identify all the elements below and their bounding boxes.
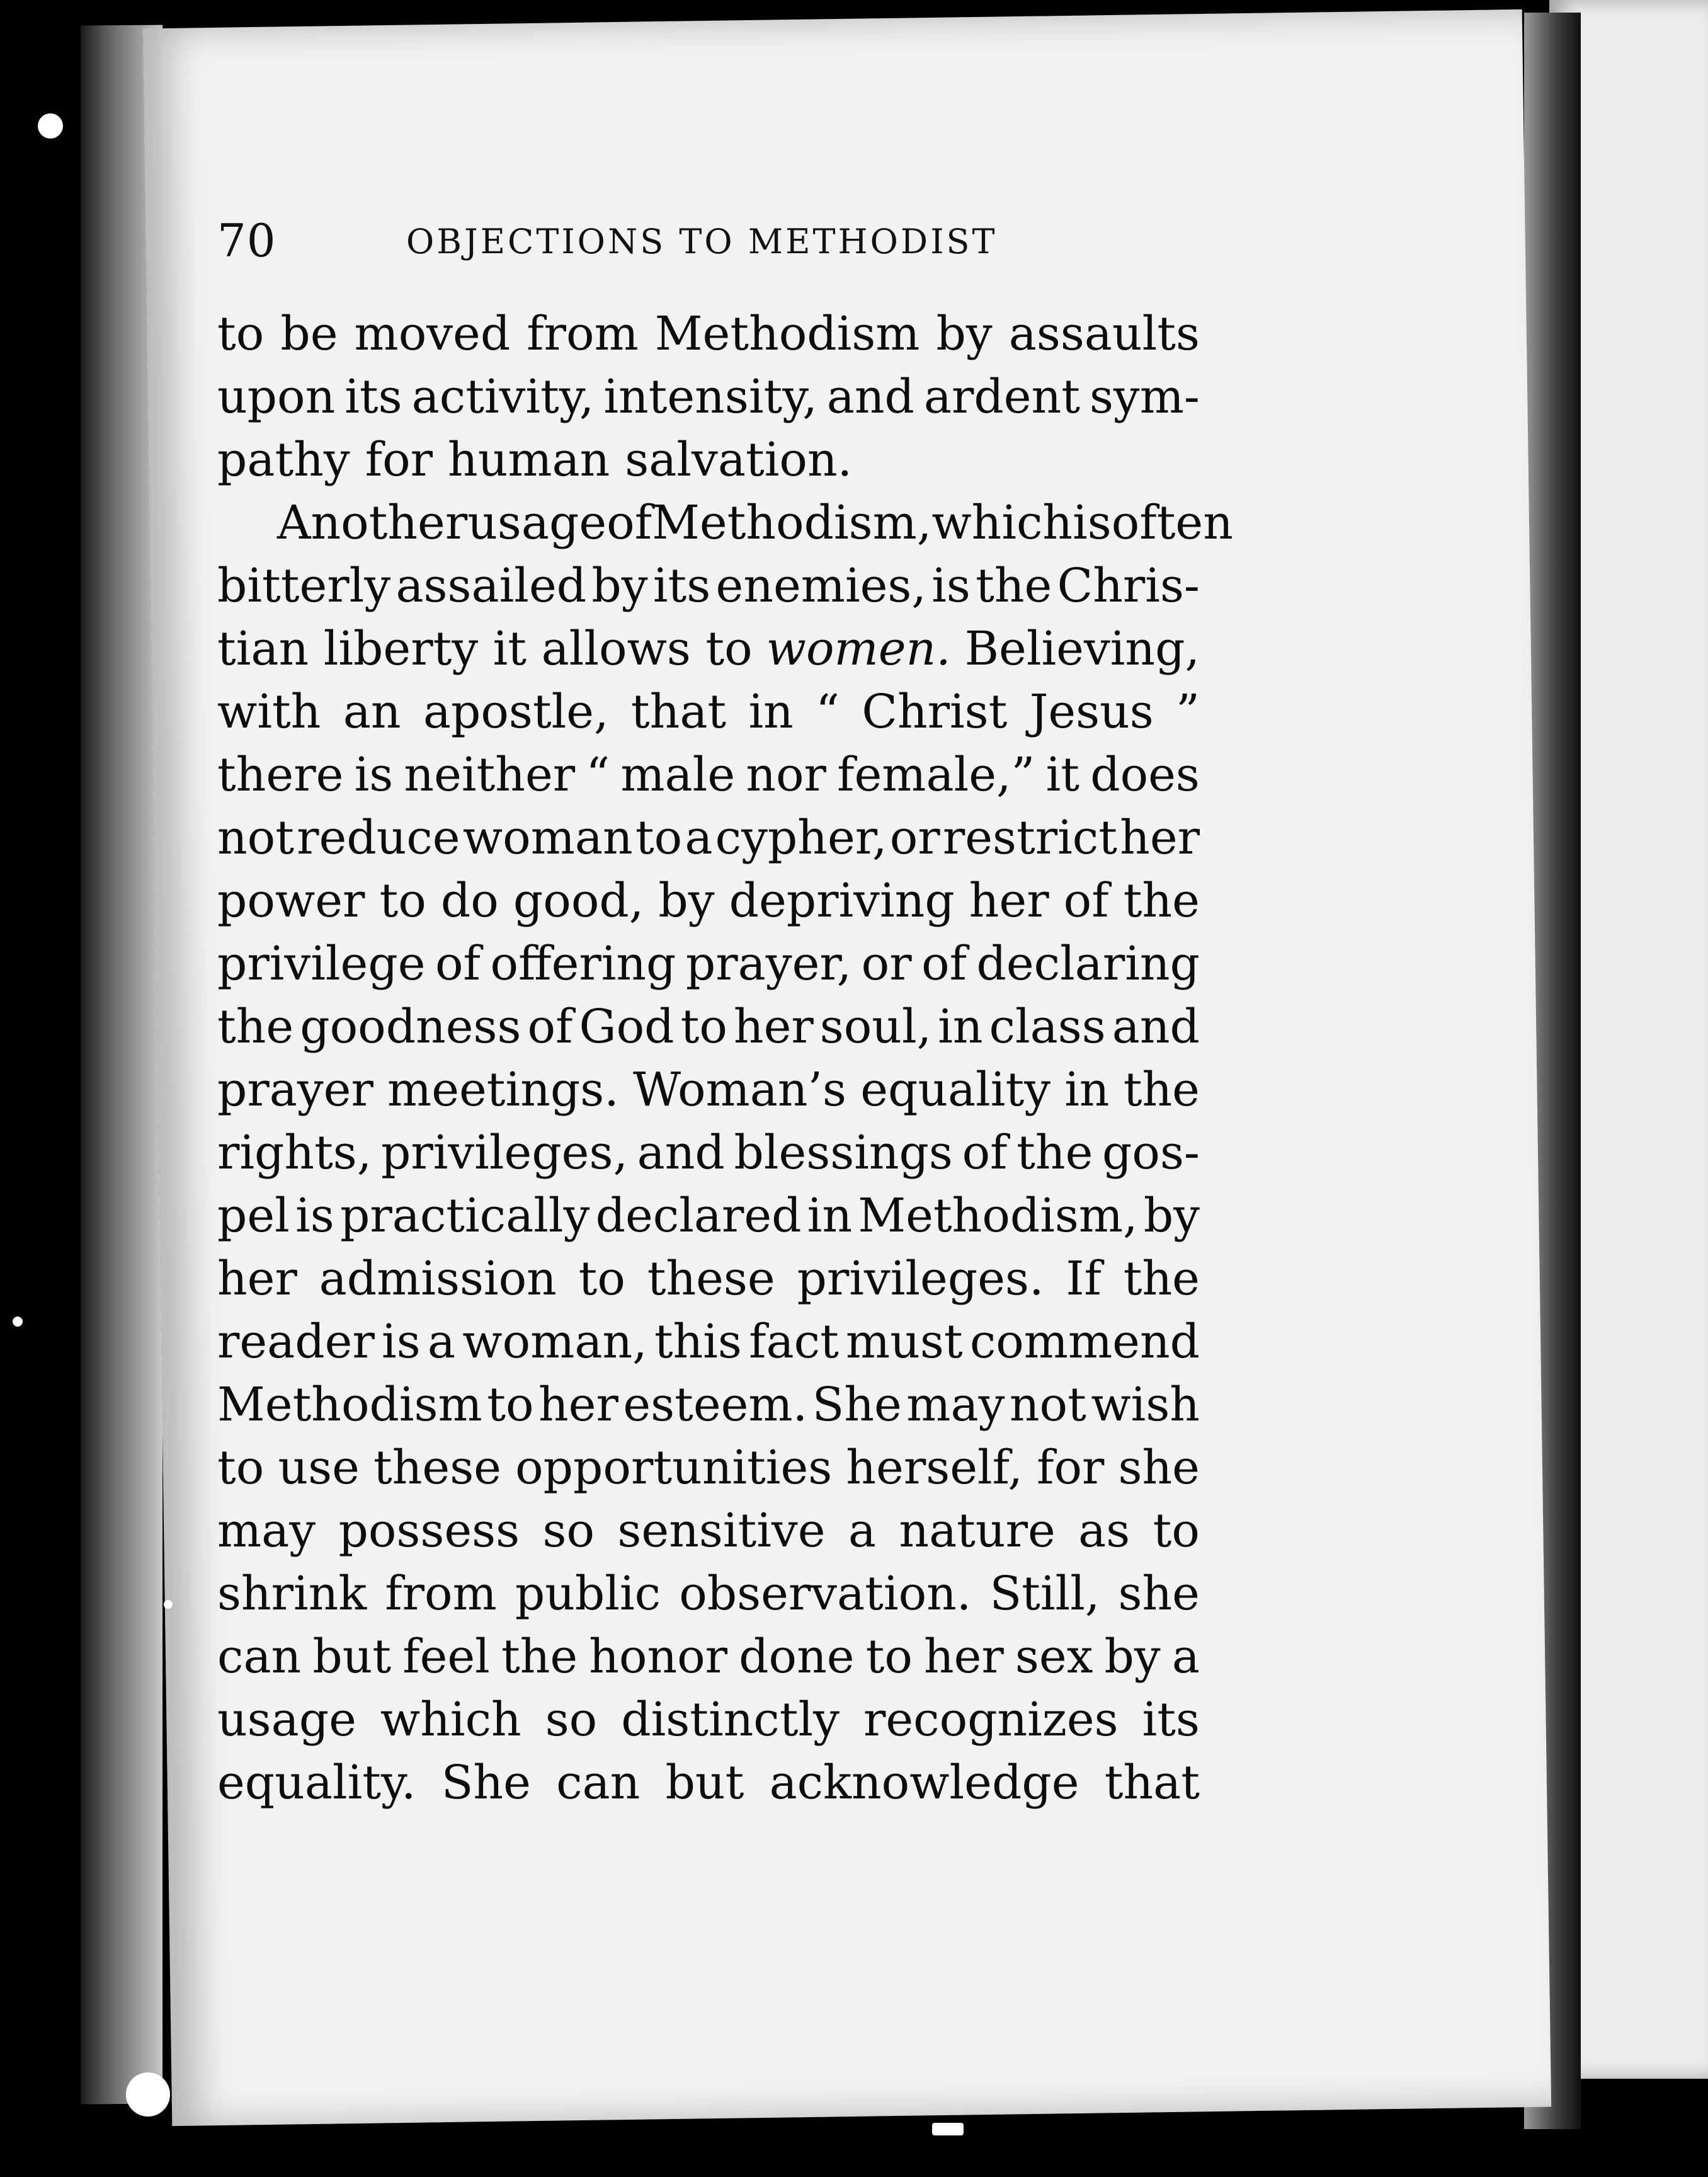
word: can	[217, 1630, 302, 1684]
text-line	[217, 995, 1200, 1058]
word: woman	[462, 811, 633, 865]
word: power	[217, 874, 365, 928]
word: usage	[217, 1693, 356, 1747]
word: to	[217, 307, 265, 361]
word: these	[373, 1441, 501, 1495]
word: it	[1045, 748, 1080, 802]
word: ardent	[923, 370, 1080, 424]
word: which	[931, 496, 1073, 550]
word: its	[652, 559, 711, 613]
word: esteem.	[623, 1378, 808, 1432]
word: in	[748, 685, 794, 739]
scan-speck	[164, 1600, 173, 1609]
word: If	[1066, 1252, 1102, 1306]
word: for	[365, 433, 433, 487]
word: and	[637, 1126, 725, 1180]
word: to	[1153, 1504, 1200, 1558]
word: this	[654, 1315, 742, 1369]
page-number: 70	[217, 214, 276, 267]
word: done	[739, 1630, 855, 1684]
word: restrict	[942, 811, 1117, 865]
word: in	[938, 1000, 983, 1054]
word: human	[448, 433, 610, 487]
word: herself,	[846, 1441, 1023, 1495]
word: and	[826, 370, 914, 424]
word: the	[976, 559, 1052, 613]
word: not	[1009, 1378, 1086, 1432]
word: wish	[1091, 1378, 1200, 1432]
text-line	[217, 1310, 1200, 1373]
word: the	[501, 1630, 578, 1684]
text-line	[217, 617, 1200, 680]
word: sensitive	[617, 1504, 826, 1558]
word: class	[989, 1000, 1106, 1054]
word: cypher,	[715, 811, 887, 865]
word: She	[441, 1756, 531, 1810]
word: commend	[969, 1315, 1200, 1369]
word: goodness	[300, 1000, 521, 1054]
word: recognizes	[863, 1693, 1119, 1747]
word: Another	[277, 496, 468, 550]
word: shrink	[217, 1567, 367, 1621]
scan-speck	[126, 2072, 170, 2117]
word: her	[538, 1378, 618, 1432]
text-line	[217, 1184, 1200, 1247]
word: to	[379, 874, 426, 928]
word: an	[343, 685, 401, 739]
line-fragment: tian liberty it allows to	[217, 622, 753, 676]
word: nature	[899, 1504, 1056, 1558]
word: by	[936, 307, 993, 361]
word: of	[435, 937, 481, 991]
word: of	[606, 496, 652, 550]
word: the	[217, 1000, 294, 1054]
text-line	[217, 1373, 1200, 1436]
word: so	[545, 1693, 598, 1747]
word: rights,	[217, 1126, 372, 1180]
word: opportunities	[515, 1441, 833, 1495]
word: male	[620, 748, 736, 802]
word: her	[969, 874, 1049, 928]
text-line	[217, 1058, 1200, 1121]
word: declaring	[976, 937, 1200, 991]
word: Methodism,	[652, 496, 932, 550]
word: to	[680, 1000, 727, 1054]
word: fact	[749, 1315, 839, 1369]
word: offering	[490, 937, 676, 991]
word: Jesus	[1029, 685, 1154, 739]
word: her	[733, 1000, 814, 1054]
word: the	[1123, 874, 1200, 928]
word: a	[685, 811, 713, 865]
word: acknowledge	[769, 1756, 1079, 1810]
text-line	[217, 1562, 1200, 1625]
word: “	[586, 748, 610, 802]
word: or	[889, 811, 940, 865]
word: not	[217, 811, 294, 865]
word: distinctly	[621, 1693, 840, 1747]
word: Methodism,	[858, 1189, 1138, 1243]
word: pel	[217, 1189, 290, 1243]
word: blessings	[734, 1126, 953, 1180]
text-line	[217, 1247, 1200, 1310]
word: be	[280, 307, 338, 361]
text-line	[217, 554, 1200, 617]
word: reader	[217, 1315, 375, 1369]
word: Chris-	[1057, 559, 1200, 613]
text-line	[217, 365, 1200, 428]
word: from	[527, 307, 639, 361]
word: observation.	[679, 1567, 972, 1621]
word: to	[217, 1441, 265, 1495]
word: to	[578, 1252, 625, 1306]
word: but	[312, 1630, 392, 1684]
text-line	[217, 1625, 1200, 1688]
scan-speck	[38, 113, 63, 139]
word: declared	[595, 1189, 802, 1243]
word: possess	[338, 1504, 520, 1558]
page-header	[217, 214, 1162, 265]
word: privilege	[217, 937, 426, 991]
word: apostle,	[423, 685, 609, 739]
word: in	[807, 1189, 853, 1243]
word: nor	[746, 748, 826, 802]
word: assailed	[396, 559, 587, 613]
word: sex	[1015, 1630, 1093, 1684]
word: these	[647, 1252, 775, 1306]
line-fragment: Believing,	[964, 622, 1200, 676]
text-line	[217, 806, 1200, 869]
word: bitterly	[217, 559, 391, 613]
word: moved	[354, 307, 511, 361]
text-line	[217, 1688, 1200, 1751]
word: may	[906, 1378, 1005, 1432]
word: as	[1078, 1504, 1130, 1558]
word: is	[931, 559, 971, 613]
text-line	[217, 1121, 1200, 1184]
word: equality	[860, 1063, 1051, 1117]
word: upon	[217, 370, 336, 424]
word: with	[217, 685, 321, 739]
word: Christ	[862, 685, 1008, 739]
word: activity,	[411, 370, 595, 424]
word: pathy	[217, 433, 350, 487]
word: but	[665, 1756, 744, 1810]
word: of	[1063, 874, 1109, 928]
word: gos-	[1102, 1126, 1200, 1180]
text-line	[217, 1436, 1200, 1499]
word: female,”	[837, 748, 1035, 802]
word: usage	[467, 496, 607, 550]
word: feel	[402, 1630, 490, 1684]
word: soul,	[819, 1000, 932, 1054]
word: from	[385, 1567, 497, 1621]
word: and	[1112, 1000, 1200, 1054]
word: neither	[404, 748, 576, 802]
word: a	[848, 1504, 877, 1558]
word: a	[427, 1315, 456, 1369]
word: can	[556, 1756, 640, 1810]
word: practically	[339, 1189, 590, 1243]
word: so	[542, 1504, 595, 1558]
word: by	[591, 559, 648, 613]
running-head: OBJECTIONS TO METHODIST	[406, 222, 998, 261]
word: of	[921, 937, 967, 991]
word: a	[1171, 1630, 1200, 1684]
word: must	[846, 1315, 963, 1369]
text-line	[217, 1751, 1200, 1814]
word: Methodism	[217, 1378, 482, 1432]
word: privileges,	[380, 1126, 628, 1180]
word: good,	[513, 874, 644, 928]
word: by	[658, 874, 715, 928]
word: her	[924, 1630, 1004, 1684]
word: reduce	[297, 811, 460, 865]
scan-speck	[932, 2123, 964, 2135]
word: prayer,	[685, 937, 852, 991]
word: prayer	[217, 1063, 373, 1117]
word: by	[1143, 1189, 1200, 1243]
text-line	[217, 302, 1200, 365]
word: her	[1120, 811, 1200, 865]
word: in	[1064, 1063, 1110, 1117]
word: to	[635, 811, 683, 865]
word: ”	[1176, 685, 1200, 739]
body-text	[217, 302, 1233, 1814]
word: She	[812, 1378, 902, 1432]
word: that	[1104, 1756, 1200, 1810]
word: sym-	[1089, 370, 1200, 424]
word: public	[515, 1567, 661, 1621]
word: the	[1123, 1252, 1200, 1306]
text-line	[217, 491, 1233, 554]
word: meetings.	[387, 1063, 619, 1117]
word: she	[1118, 1567, 1200, 1621]
word: “	[816, 685, 840, 739]
word: by	[1104, 1630, 1161, 1684]
word: there	[217, 748, 344, 802]
word: enemies,	[715, 559, 926, 613]
word: or	[861, 937, 912, 991]
italic-word: women.	[766, 622, 951, 676]
word: its	[344, 370, 402, 424]
word: admission	[319, 1252, 557, 1306]
text-line	[217, 932, 1200, 995]
word: to	[865, 1630, 913, 1684]
word: that	[630, 685, 727, 739]
word: honor	[589, 1630, 728, 1684]
word: intensity,	[603, 370, 817, 424]
word: salvation.	[625, 433, 853, 487]
text-line	[217, 1499, 1200, 1562]
word: may	[217, 1504, 316, 1558]
word: she	[1118, 1441, 1200, 1495]
word: privileges.	[797, 1252, 1044, 1306]
word: for	[1037, 1441, 1105, 1495]
word: depriving	[729, 874, 955, 928]
text-line	[217, 428, 1200, 491]
text-line	[217, 680, 1200, 743]
word: does	[1090, 748, 1200, 802]
word: which	[380, 1693, 521, 1747]
word: to	[487, 1378, 534, 1432]
word: of	[527, 1000, 573, 1054]
word: is	[354, 748, 394, 802]
word: is	[295, 1189, 334, 1243]
word: use	[278, 1441, 360, 1495]
word: the	[1016, 1126, 1093, 1180]
word: Still,	[989, 1567, 1100, 1621]
word: equality.	[217, 1756, 416, 1810]
word: God	[579, 1000, 675, 1054]
word: Woman’s	[632, 1063, 846, 1117]
word: woman,	[462, 1315, 647, 1369]
word: often	[1111, 496, 1233, 550]
word: do	[440, 874, 499, 928]
text-line	[217, 743, 1200, 806]
word: its	[1142, 1693, 1200, 1747]
word: her	[217, 1252, 297, 1306]
word: is	[382, 1315, 421, 1369]
word: of	[962, 1126, 1008, 1180]
word: the	[1123, 1063, 1200, 1117]
word: assaults	[1008, 307, 1200, 361]
word: Methodism	[654, 307, 920, 361]
word: is	[1073, 496, 1112, 550]
text-line	[217, 869, 1200, 932]
scan-speck	[13, 1317, 23, 1327]
